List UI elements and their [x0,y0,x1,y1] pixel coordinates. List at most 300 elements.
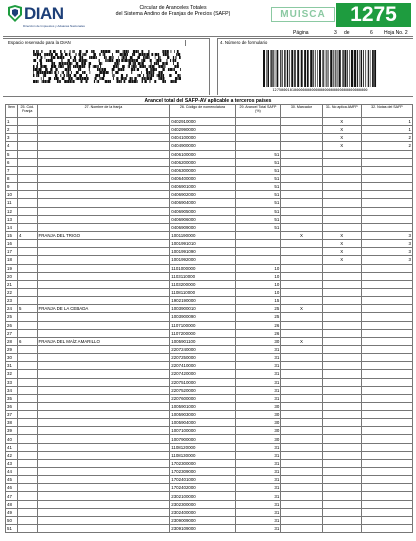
cell-franja-code [17,240,37,248]
cell-item: 12 [6,207,18,215]
cell-franja-name [37,313,170,321]
table-row [6,435,413,443]
cell-franja-code [17,215,37,223]
cell-franja-code [17,280,37,288]
cell-franja-name [37,166,170,174]
table-row [6,166,413,174]
cell-franja-name [37,158,170,166]
cell-nomenclature: 1003900090 [170,313,235,321]
cell-no-amfp: X [322,248,361,256]
cell-no-amfp [322,272,361,280]
cell-item: 8 [6,174,18,182]
col-header-franja-name: 27. Nombre de la franja [37,105,170,118]
cell-franja-code [17,345,37,353]
cell-item: 32 [6,370,18,378]
cell-item: 20 [6,272,18,280]
cell-note [361,150,412,158]
cell-no-amfp [322,427,361,435]
table-header-row [6,105,413,118]
cell-marker [281,354,322,362]
cell-nomenclature: 1001991010 [170,240,235,248]
cell-franja-name [37,370,170,378]
cell-item: 24 [6,305,18,313]
cell-note [361,435,412,443]
cell-item: 37 [6,411,18,419]
cell-marker [281,411,322,419]
cell-tariff: 30 [235,411,281,419]
cell-no-amfp [322,223,361,231]
cell-franja-code: 4 [17,231,37,239]
logo-text: DIAN [24,4,64,24]
cell-franja-name [37,354,170,362]
cell-franja-code [17,118,37,126]
cell-franja-code [17,468,37,476]
cell-no-amfp [322,443,361,451]
cell-nomenclature: 1108130000 [170,451,235,459]
cell-no-amfp [322,378,361,386]
table-row [6,337,413,345]
cell-franja-name [37,402,170,410]
cell-marker [281,142,322,150]
cell-no-amfp: X [322,231,361,239]
cell-nomenclature: 0406901000 [170,183,235,191]
cell-franja-name [37,272,170,280]
cell-no-amfp [322,459,361,467]
table-row [6,313,413,321]
cell-franja-name [37,207,170,215]
cell-no-amfp: X [322,256,361,264]
cell-tariff: 51 [235,191,281,199]
form-title [98,5,248,18]
cell-tariff: 30 [235,337,281,345]
cell-marker [281,345,322,353]
cell-no-amfp [322,199,361,207]
cell-franja-code [17,386,37,394]
cell-marker [281,435,322,443]
cell-no-amfp [322,264,361,272]
cell-item: 49 [6,508,18,516]
cell-note [361,419,412,427]
cell-marker [281,459,322,467]
cell-no-amfp [322,329,361,337]
cell-item: 9 [6,183,18,191]
cell-franja-code [17,248,37,256]
cell-nomenclature: 2207510000 [170,378,235,386]
cell-item: 21 [6,280,18,288]
cell-tariff: 10 [235,280,281,288]
table-row [6,272,413,280]
cell-marker [281,362,322,370]
table-row [6,402,413,410]
cell-tariff: 51 [235,183,281,191]
cell-item: 38 [6,419,18,427]
cell-note [361,280,412,288]
cell-no-amfp [322,354,361,362]
table-row [6,394,413,402]
cell-marker [281,492,322,500]
cell-marker [281,199,322,207]
cell-marker [281,256,322,264]
cell-nomenclature: 1702401000 [170,476,235,484]
cell-franja-name [37,345,170,353]
cell-marker: X [281,337,322,345]
cell-note [361,207,412,215]
cell-no-amfp [322,321,361,329]
form-page [3,1,413,539]
table-row [6,231,413,239]
table-row [6,118,413,126]
cell-franja-name [37,500,170,508]
section-divider [3,96,413,97]
cell-item: 6 [6,158,18,166]
cell-franja-name [37,386,170,394]
cell-tariff [235,248,281,256]
col-header-marker: 30. Marcador [281,105,322,118]
cell-franja-name [37,240,170,248]
cell-note [361,468,412,476]
cell-tariff [235,118,281,126]
cell-note [361,492,412,500]
cell-franja-code [17,508,37,516]
linear-barcode-icon [263,50,377,87]
cell-tariff: 31 [235,525,281,533]
cell-nomenclature: 0406905000 [170,207,235,215]
cell-franja-code [17,142,37,150]
cell-no-amfp [322,280,361,288]
cell-tariff: 51 [235,215,281,223]
cell-nomenclature: 1702402000 [170,484,235,492]
cell-tariff: 51 [235,199,281,207]
cell-marker [281,183,322,191]
cell-marker [281,484,322,492]
cell-franja-code [17,256,37,264]
cell-franja-code [17,134,37,142]
cell-franja-name [37,280,170,288]
table-row [6,134,413,142]
cell-marker [281,240,322,248]
cell-note [361,459,412,467]
cell-note [361,476,412,484]
page-current: 3 [334,30,337,36]
cell-franja-name [37,191,170,199]
cell-marker [281,394,322,402]
cell-marker [281,272,322,280]
cell-note: 3 [361,248,412,256]
form-number-badge: 1275 [336,3,411,27]
cell-item: 43 [6,459,18,467]
cell-franja-code [17,500,37,508]
cell-nomenclature: 1107200000 [170,329,235,337]
table-row [6,223,413,231]
cell-franja-name [37,126,170,134]
table-row [6,459,413,467]
cell-tariff [235,134,281,142]
cell-no-amfp [322,215,361,223]
cell-item: 2 [6,126,18,134]
table-row [6,354,413,362]
cell-note [361,223,412,231]
cell-nomenclature: 0402990000 [170,126,235,134]
cell-franja-name [37,427,170,435]
cell-item: 45 [6,476,18,484]
cell-note [361,525,412,533]
cell-franja-code [17,394,37,402]
cell-franja-name [37,484,170,492]
cell-franja-code [17,484,37,492]
cell-marker [281,321,322,329]
cell-note: 3 [361,231,412,239]
cell-franja-name [37,150,170,158]
table-row [6,508,413,516]
cell-marker [281,150,322,158]
cell-tariff: 30 [235,427,281,435]
cell-no-amfp: X [322,142,361,150]
table-row [6,362,413,370]
header-divider [3,36,413,37]
cell-franja-name [37,419,170,427]
cell-note [361,272,412,280]
cell-item: 41 [6,443,18,451]
cell-nomenclature: 1007900000 [170,435,235,443]
table-row [6,280,413,288]
cell-note [361,329,412,337]
cell-note [361,484,412,492]
cell-no-amfp [322,508,361,516]
cell-tariff: 30 [235,419,281,427]
cell-note: 3 [361,256,412,264]
cell-franja-code [17,288,37,296]
cell-marker [281,134,322,142]
col-header-notes: 32. Notas del SAFP [361,105,412,118]
cell-nomenclature: 1103200000 [170,280,235,288]
cell-no-amfp [322,313,361,321]
table-row [6,199,413,207]
cell-note: 2 [361,142,412,150]
cell-marker [281,280,322,288]
cell-franja-name [37,476,170,484]
cell-no-amfp [322,402,361,410]
table-row [6,516,413,524]
cell-tariff: 25 [235,313,281,321]
table-row [6,525,413,533]
table-row [6,427,413,435]
cell-franja-code [17,264,37,272]
cell-note [361,174,412,182]
cell-marker [281,215,322,223]
cell-no-amfp [322,451,361,459]
cell-tariff: 31 [235,394,281,402]
cell-tariff: 30 [235,402,281,410]
cell-franja-code [17,329,37,337]
cell-franja-name [37,118,170,126]
cell-marker [281,288,322,296]
cell-tariff [235,231,281,239]
table-row [6,451,413,459]
cell-franja-name [37,443,170,451]
cell-note [361,305,412,313]
cell-nomenclature: 0406400000 [170,174,235,182]
table-row [6,248,413,256]
cell-note [361,370,412,378]
cell-marker [281,476,322,484]
cell-no-amfp [322,525,361,533]
cell-note [361,516,412,524]
section-title: Arancel total del SAFP-AV aplicable a terceros países [3,98,413,104]
cell-note [361,394,412,402]
cell-franja-name [37,451,170,459]
cell-nomenclature: 1107100000 [170,321,235,329]
cell-franja-code [17,411,37,419]
cell-no-amfp [322,305,361,313]
cell-marker [281,248,322,256]
cell-nomenclature: 0404100000 [170,134,235,142]
cell-note [361,313,412,321]
cell-no-amfp [322,386,361,394]
table-row [6,386,413,394]
table-row [6,443,413,451]
cell-item: 25 [6,313,18,321]
cell-nomenclature: 2207240000 [170,345,235,353]
cell-item: 1 [6,118,18,126]
cell-tariff [235,126,281,134]
cell-note [361,199,412,207]
cell-no-amfp: X [322,126,361,134]
cell-note [361,321,412,329]
cell-franja-name [37,256,170,264]
cell-item: 10 [6,191,18,199]
cell-tariff: 31 [235,508,281,516]
cell-franja-code [17,443,37,451]
cell-marker [281,370,322,378]
cell-item: 19 [6,264,18,272]
pdf417-barcode-icon [33,50,181,83]
cell-nomenclature: 0406300000 [170,166,235,174]
cell-no-amfp [322,207,361,215]
cell-nomenclature: 1902190000 [170,297,235,305]
cell-no-amfp [322,158,361,166]
cell-franja-name [37,411,170,419]
form-number-label: 4. Número de formulario [220,40,267,45]
cell-no-amfp [322,288,361,296]
sheet-label: Hoja No. 2 [384,30,408,36]
cell-tariff: 31 [235,484,281,492]
cell-franja-code [17,459,37,467]
cell-item: 27 [6,329,18,337]
table-row [6,174,413,182]
cell-marker [281,297,322,305]
cell-note: 2 [361,134,412,142]
cell-note: 1 [361,118,412,126]
cell-nomenclature: 2207600000 [170,394,235,402]
form-header [3,1,413,41]
cell-nomenclature: 2207250000 [170,354,235,362]
cell-item: 40 [6,435,18,443]
cell-nomenclature: 0406100000 [170,150,235,158]
cell-franja-name [37,459,170,467]
cell-marker [281,500,322,508]
label-tick [185,40,186,46]
cell-marker [281,451,322,459]
col-header-franja-code: 25. Cód. Franja [17,105,37,118]
cell-franja-code [17,402,37,410]
cell-nomenclature: 1108120000 [170,443,235,451]
cell-franja-code [17,451,37,459]
cell-nomenclature: 1101000000 [170,264,235,272]
cell-note [361,362,412,370]
cell-nomenclature: 1005901100 [170,337,235,345]
cell-item: 17 [6,248,18,256]
cell-item: 39 [6,427,18,435]
cell-franja-name [37,378,170,386]
cell-marker: X [281,305,322,313]
cell-tariff: 31 [235,451,281,459]
cell-nomenclature: 2309109000 [170,525,235,533]
page-label: Página [293,30,309,36]
cell-item: 30 [6,354,18,362]
cell-no-amfp [322,411,361,419]
cell-franja-name [37,492,170,500]
cell-franja-code [17,427,37,435]
col-header-item: Ítem [6,105,18,118]
cell-tariff [235,240,281,248]
table-row [6,183,413,191]
cell-item: 47 [6,492,18,500]
cell-note [361,443,412,451]
cell-nomenclature: 2302100000 [170,492,235,500]
cell-no-amfp [322,166,361,174]
cell-franja-code [17,126,37,134]
cell-no-amfp [322,394,361,402]
cell-no-amfp [322,370,361,378]
cell-item: 13 [6,215,18,223]
cell-franja-name [37,134,170,142]
cell-franja-code [17,313,37,321]
cell-franja-code [17,516,37,524]
cell-item: 36 [6,402,18,410]
cell-franja-name: FRANJA DEL MAÍZ AMARILLO [37,337,170,345]
cell-nomenclature: 0406906000 [170,215,235,223]
cell-note [361,288,412,296]
cell-no-amfp [322,297,361,305]
cell-nomenclature: 1103110000 [170,272,235,280]
cell-nomenclature: 1001190000 [170,231,235,239]
cell-item: 14 [6,223,18,231]
cell-nomenclature: 0406904000 [170,199,235,207]
cell-no-amfp [322,191,361,199]
title-line-2: del Sistema Andino de Franjas de Precios (SAFP) [98,11,248,17]
cell-marker [281,223,322,231]
cell-franja-name [37,183,170,191]
cell-tariff: 51 [235,174,281,182]
cell-note [361,215,412,223]
cell-franja-code [17,378,37,386]
table-row [6,297,413,305]
cell-franja-code [17,354,37,362]
cell-item: 7 [6,166,18,174]
cell-tariff: 26 [235,329,281,337]
cell-note [361,451,412,459]
cell-item: 50 [6,516,18,524]
cell-marker [281,508,322,516]
cell-item: 16 [6,240,18,248]
table-row [6,468,413,476]
cell-franja-name [37,525,170,533]
cell-no-amfp [322,484,361,492]
cell-nomenclature: 2309009000 [170,516,235,524]
cell-no-amfp: X [322,118,361,126]
right-box-top [217,38,413,39]
cell-nomenclature: 1005903000 [170,411,235,419]
